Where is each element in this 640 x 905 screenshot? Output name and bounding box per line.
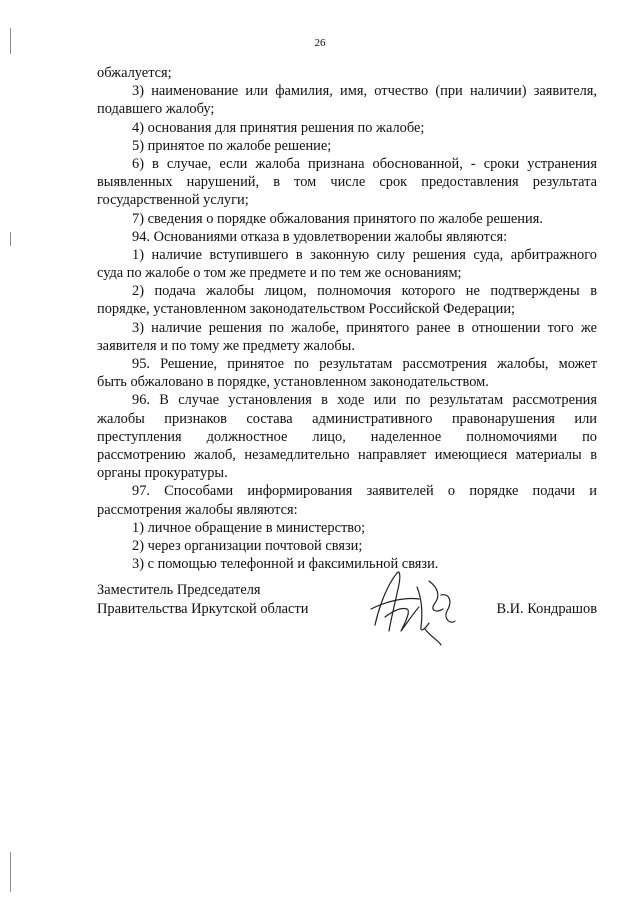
text-line: рассмотрения жалобы являются: [97, 501, 298, 518]
signature-block [97, 581, 597, 671]
text-line: суда по жалобе о том же предмете и по тем же основаниям; [97, 265, 462, 282]
text-line: выявленных нарушений, в том числе срок предоставления результата [97, 174, 597, 191]
text-line: преступления должностное лицо, наделенное полномочиями по [97, 428, 597, 445]
signatory-title-line-1: Заместитель Председателя [97, 582, 261, 598]
signatory-title-line-2: Правительства Иркутской области [97, 601, 309, 617]
text-line: 4) основания для принятия решения по жалобе; [132, 119, 425, 136]
text-line: жалобы признаков состава административного правонарушения или [97, 410, 597, 427]
left-margin-mark [10, 28, 11, 54]
text-line: 2) через организации почтовой связи; [132, 537, 363, 554]
text-line: 94. Основаниями отказа в удовлетворении жалобы являются: [132, 228, 508, 245]
text-line: органы прокуратуры. [97, 465, 228, 482]
text-line: заявителя и по тому же предмету жалобы. [97, 337, 355, 354]
text-line: рассмотрению жалоб, незамедлительно направляет имеющиеся материалы в [97, 446, 597, 463]
text-line: порядке, установленном законодательством Российской Федерации; [97, 301, 516, 318]
text-line: 7) сведения о порядке обжалования принятого по жалобе решения. [132, 210, 543, 227]
text-line: быть обжаловано в порядке, установленном законодательством. [97, 374, 489, 391]
left-margin-mark [10, 852, 11, 892]
page-number: 26 [314, 37, 326, 49]
text-line: 1) наличие вступившего в законную силу решения суда, арбитражного [132, 246, 597, 263]
document-body [97, 64, 597, 573]
text-line: 95. Решение, принятое по результатам рассмотрения жалобы, может [132, 356, 597, 372]
text-line: 2) подача жалобы лицом, полномочия которого не подтверждены в [132, 283, 597, 300]
handwritten-signature [367, 567, 487, 647]
text-line: 1) личное обращение в министерство; [132, 519, 366, 536]
left-margin-mark [10, 232, 11, 246]
text-line: 3) наименование или фамилия, имя, отчество (при наличии) заявителя, [132, 83, 597, 100]
text-line: 3) с помощью телефонной и факсимильной связи. [132, 556, 439, 573]
text-line: обжалуется; [97, 65, 172, 81]
text-line: подавшего жалобу; [97, 101, 215, 118]
text-line: государственной услуги; [97, 192, 249, 209]
signatory-name: В.И. Кондрашов [496, 601, 597, 617]
text-line: 5) принятое по жалобе решение; [132, 137, 332, 154]
text-line: 96. В случае установления в ходе или по результатам рассмотрения [132, 392, 597, 409]
signatory-title [97, 581, 308, 619]
text-line: 97. Способами информирования заявителей о порядке подачи и [132, 483, 597, 500]
text-line: 3) наличие решения по жалобе, принятого ранее в отношении того же [132, 319, 597, 336]
text-line: 6) в случае, если жалоба признана обоснованной, - сроки устранения [132, 155, 597, 172]
